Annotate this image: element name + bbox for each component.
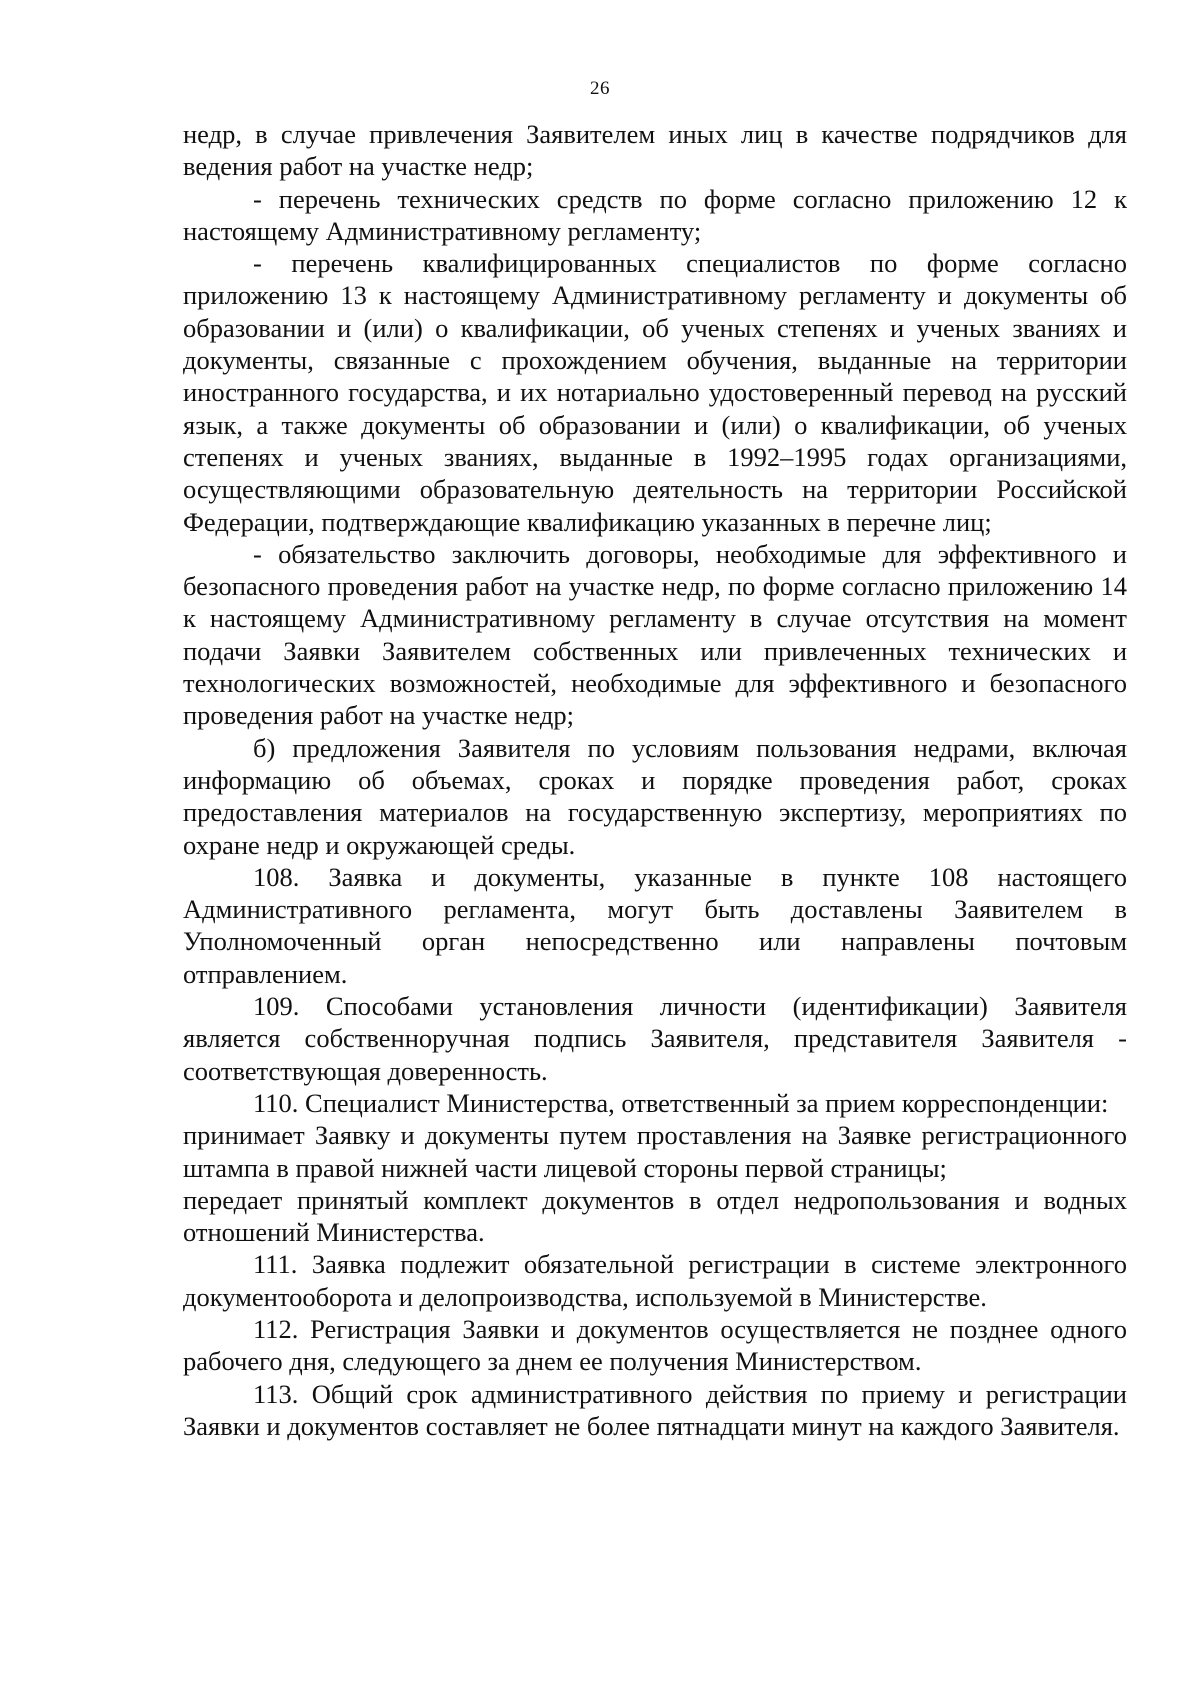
paragraph-clause-110: 110. Специалист Министерства, ответственный за прием корреспонденции: [253, 1087, 1109, 1118]
paragraph-applicant-proposals: б) предложения Заявителя по условиям пользования недрами, включая информацию об объемах, сроках и порядке проведения работ, сроках предоставления материалов на государственную экспертизу, мероприятиях по охране недр и окружающей среды. [183, 732, 1127, 860]
paragraph-clause-109: 109. Способами установления личности (идентификации) Заявителя является собственноручная подпись Заявителя, представителя Заявителя - соответствующая доверенность. [183, 991, 1127, 1086]
page-number: 26 [590, 78, 610, 99]
paragraph-contract-obligation: - обязательство заключить договоры, необходимые для эффективного и безопасного проведения работ на участке недр, по форме согласно приложению 14 к настоящему Административному регламенту в случае отсутствия на момент подачи Заявки Заявителем собственных или привлеченных технических и технологических возможностей, необходимые для эффективного и безопасного проведения работ на участке недр; [183, 538, 1127, 731]
paragraph-qualified-specialists-list: - перечень квалифицированных специалистов по форме согласно приложению 13 к настоящему Административному регламенту и документы об образовании и (или) о квалификации, об ученых степенях и ученых званиях и документы, связанные с прохождением обучения, выданные на территории иностранного государства, и их нотариально удостоверенный перевод на русский язык, а также документы об образовании и (или) о квалификации, об ученых степенях и ученых званиях, выданные в 1992–1995 годах организациями, осуществляющими образовательную деятельность на территории Российской Федерации, подтверждающие квалификацию указанных в перечне лиц; [183, 248, 1127, 537]
paragraph-clause-113: 113. Общий срок административного действия по приему и регистрации Заявки и документов составляет не более пятнадцати минут на каждого Заявителя. [183, 1378, 1127, 1441]
paragraph-clause-111: 111. Заявка подлежит обязательной регистрации в системе электронного документооборота и делопроизводства, используемой в Министерстве. [183, 1249, 1127, 1312]
paragraph-clause-110-accepts: принимает Заявку и документы путем проставления на Заявке регистрационного штампа в правой нижней части лицевой стороны первой страницы; [183, 1120, 1127, 1183]
document-body [183, 118, 1127, 1442]
paragraph-technical-means-list: - перечень технических средств по форме согласно приложению 12 к настоящему Административному регламенту; [183, 183, 1127, 246]
paragraph-clause-112: 112. Регистрация Заявки и документов осуществляется не позднее одного рабочего дня, следующего за днем ее получения Министерством. [183, 1313, 1127, 1377]
paragraph-clause-108: 108. Заявка и документы, указанные в пункте 108 настоящего Административного регламента, могут быть доставлены Заявителем в Уполномоченный орган непосредственно или направлены почтовым отправлением. [183, 861, 1127, 989]
paragraph-continuation: недр, в случае привлечения Заявителем иных лиц в качестве подрядчиков для ведения работ на участке недр; [183, 119, 1127, 182]
paragraph-clause-110-transfers: передает принятый комплект документов в отдел недропользования и водных отношений Министерства. [183, 1184, 1127, 1248]
